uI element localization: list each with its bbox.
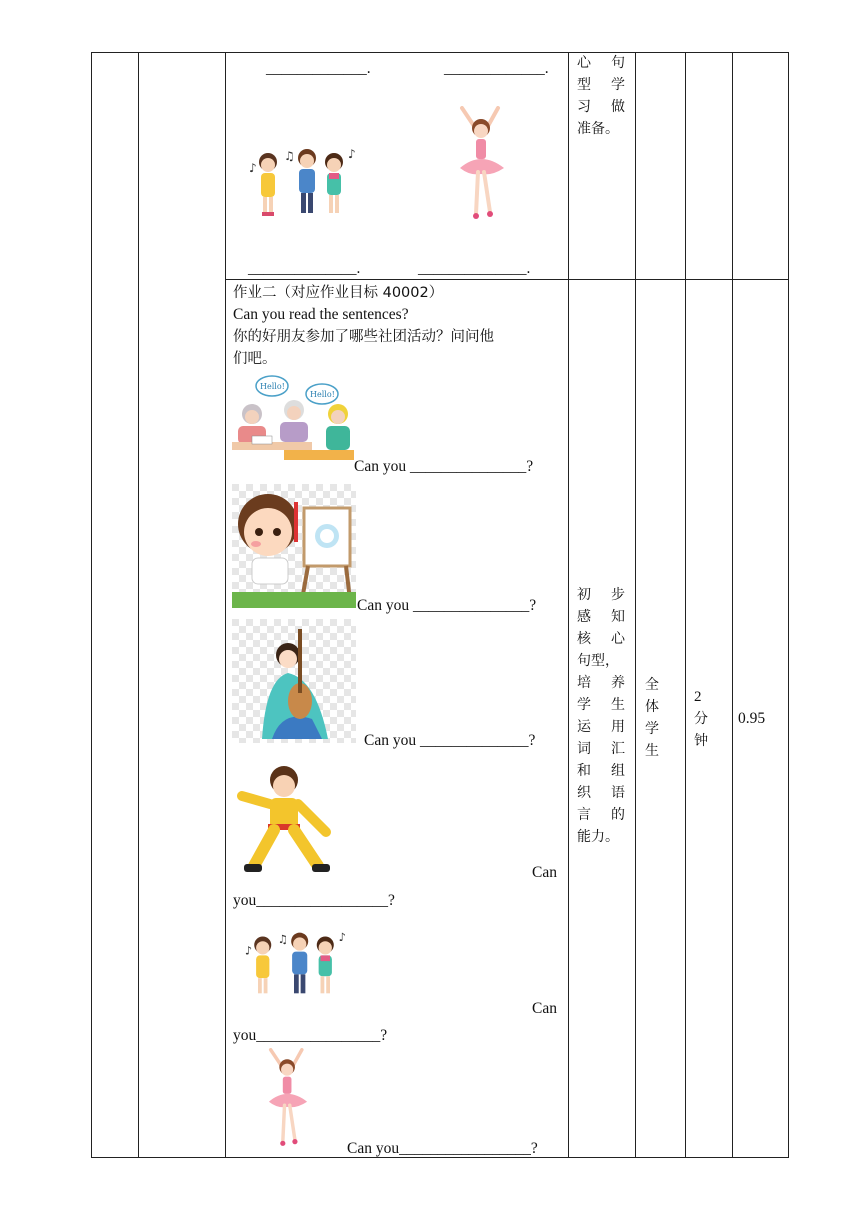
ballerina-icon bbox=[260, 1048, 316, 1152]
purpose-line: 和 组 bbox=[577, 763, 625, 779]
question-4-can: Can bbox=[532, 864, 557, 881]
singing-kids-icon bbox=[240, 924, 348, 1002]
boy-painting-icon bbox=[232, 484, 356, 608]
question-5[interactable]: you________________? bbox=[233, 1027, 388, 1044]
purpose-line: 习 做 bbox=[577, 99, 625, 115]
question-1[interactable]: Can you _______________? bbox=[354, 458, 534, 475]
purpose-line: 学 生 bbox=[577, 697, 625, 713]
answer-blank-2[interactable]: _____________. bbox=[444, 60, 549, 77]
purpose-cell-top bbox=[577, 52, 625, 140]
instruction-chinese-1: 你的好朋友参加了哪些社团活动？问问他 bbox=[233, 329, 494, 345]
purpose-line: 准备。 bbox=[577, 121, 619, 137]
speech-bubble-text: Hello! bbox=[310, 390, 335, 399]
question-5-can: Can bbox=[532, 1000, 557, 1017]
svg-text:♫: ♫ bbox=[284, 149, 295, 163]
purpose-cell-hw2 bbox=[577, 584, 625, 848]
singing-kids-icon bbox=[244, 142, 358, 220]
ballerina-icon bbox=[452, 106, 512, 226]
col-divider bbox=[225, 53, 226, 1157]
kungfu-boy-icon bbox=[236, 762, 332, 876]
instruction-english: Can you read the sentences? bbox=[233, 306, 409, 323]
question-3[interactable]: Can you ______________? bbox=[364, 732, 536, 749]
purpose-line: 能力。 bbox=[577, 829, 619, 845]
homework-2-heading: 作业二（对应作业目标 40002） bbox=[233, 285, 444, 301]
col-divider bbox=[138, 53, 139, 1157]
purpose-line: 运 用 bbox=[577, 719, 625, 735]
question-2[interactable]: Can you _______________? bbox=[357, 597, 537, 614]
time-value: 2 bbox=[694, 689, 702, 705]
difficulty-value: 0.95 bbox=[738, 710, 766, 727]
audience-cell bbox=[645, 674, 659, 762]
question-4[interactable]: you_________________? bbox=[233, 892, 395, 909]
svg-text:♪: ♪ bbox=[249, 161, 257, 175]
col-divider bbox=[732, 53, 733, 1157]
svg-text:♫: ♫ bbox=[277, 932, 289, 947]
time-unit: 钟 bbox=[694, 733, 708, 749]
audience-char: 生 bbox=[645, 743, 659, 759]
reading-people-icon bbox=[232, 374, 354, 468]
audience-char: 学 bbox=[645, 721, 659, 737]
purpose-line: 核 心 bbox=[577, 631, 625, 647]
svg-text:♪: ♪ bbox=[338, 930, 346, 945]
purpose-line: 型 学 bbox=[577, 77, 625, 93]
col-divider bbox=[635, 53, 636, 1157]
audience-char: 全 bbox=[645, 677, 659, 693]
purpose-line: 句型， bbox=[577, 653, 619, 669]
time-unit: 分 bbox=[694, 711, 708, 727]
speech-bubble-text: Hello! bbox=[260, 382, 285, 391]
purpose-line: 初 步 bbox=[577, 587, 625, 603]
purpose-line: 心 句 bbox=[577, 55, 625, 71]
purpose-line: 培 养 bbox=[577, 675, 625, 691]
answer-blank-3[interactable]: ______________. bbox=[248, 260, 361, 277]
purpose-line: 言 的 bbox=[577, 807, 625, 823]
svg-text:♪: ♪ bbox=[348, 147, 356, 161]
purpose-line: 词 汇 bbox=[577, 741, 625, 757]
instruction-chinese-2: 们吧。 bbox=[233, 351, 277, 367]
svg-text:♪: ♪ bbox=[244, 943, 252, 958]
col-divider bbox=[685, 53, 686, 1157]
audience-char: 体 bbox=[645, 699, 659, 715]
col-divider bbox=[568, 53, 569, 1157]
answer-blank-4[interactable]: ______________. bbox=[418, 260, 531, 277]
purpose-line: 感 知 bbox=[577, 609, 625, 625]
time-cell bbox=[694, 686, 708, 752]
question-6[interactable]: Can you_________________? bbox=[347, 1140, 538, 1157]
girl-pipa-icon bbox=[232, 619, 356, 743]
purpose-line: 织 语 bbox=[577, 785, 625, 801]
answer-blank-1[interactable]: _____________. bbox=[266, 60, 371, 77]
